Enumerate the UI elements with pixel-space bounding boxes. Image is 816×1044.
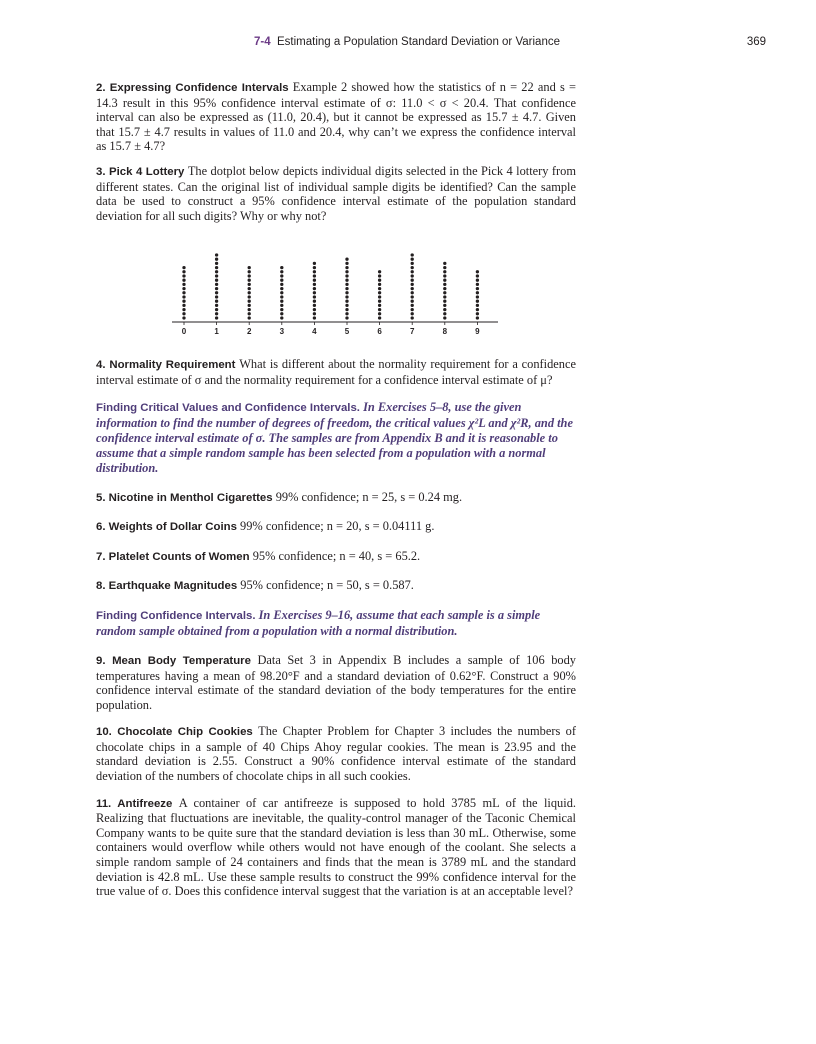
dot-digit-6	[378, 291, 381, 294]
dot-digit-0	[182, 317, 185, 320]
dot-digit-2	[248, 304, 251, 307]
dot-digit-5	[345, 270, 348, 273]
dot-digit-2	[248, 300, 251, 303]
exercise-title: 11. Antifreeze	[96, 797, 173, 810]
x-tick-label: 1	[214, 327, 219, 337]
exercise-text: 99% confidence; n = 20, s = 0.04111 g.	[240, 519, 435, 534]
dot-digit-2	[248, 266, 251, 269]
dot-digit-7	[411, 291, 414, 294]
dot-digit-1	[215, 279, 218, 282]
dot-digit-4	[313, 291, 316, 294]
exercise-text: The Chapter Problem for Chapter 3 includes the numbers of chocolate chips in a sample of 40 Chips Ahoy regular cookies. The mean is 23.95 and the standard deviation is 2.55. Construct a 90% confidence interval estimate of the standard deviation of the numbers of chocolate chips in all such cookies.	[96, 724, 576, 784]
dot-digit-2	[248, 279, 251, 282]
dot-digit-2	[248, 275, 251, 278]
dot-digit-8	[443, 275, 446, 278]
dot-digit-9	[476, 317, 479, 320]
dot-digit-5	[345, 275, 348, 278]
dot-digit-8	[443, 300, 446, 303]
dot-digit-6	[378, 275, 381, 278]
exercise-7	[96, 549, 576, 565]
dot-digit-5	[345, 317, 348, 320]
instructions-critical-values	[96, 400, 576, 476]
dot-digit-3	[280, 304, 283, 307]
dot-digit-5	[345, 258, 348, 261]
exercise-title: 4. Normality Requirement	[96, 359, 236, 372]
dot-digit-4	[313, 283, 316, 286]
dot-digit-8	[443, 283, 446, 286]
dot-digit-7	[411, 258, 414, 261]
dot-digit-5	[345, 300, 348, 303]
dot-digit-2	[248, 270, 251, 273]
dot-digit-7	[411, 296, 414, 299]
dot-digit-5	[345, 308, 348, 311]
dot-digit-3	[280, 296, 283, 299]
dot-digit-0	[182, 300, 185, 303]
exercise-title: 9. Mean Body Temperature	[96, 654, 251, 667]
dot-digit-1	[215, 266, 218, 269]
dot-digit-1	[215, 287, 218, 290]
dot-digit-9	[476, 291, 479, 294]
instructions-text: In Exercises 5–8, use the given information to find the number of degrees of freedom, the critical values χ²L and χ²R, and the confidence interval estimate of σ. The samples are from Appendix B and it is reasonable to assume that a simple random sample has been selected from a population with a normal distribution.	[96, 399, 573, 475]
x-tick-label: 9	[475, 327, 480, 337]
dot-digit-7	[411, 317, 414, 320]
dot-digit-8	[443, 312, 446, 315]
dot-digit-4	[313, 270, 316, 273]
dot-digit-5	[345, 296, 348, 299]
instructions-confidence-intervals	[96, 608, 576, 639]
exercise-2	[96, 80, 576, 154]
dot-digit-8	[443, 308, 446, 311]
dot-digit-6	[378, 308, 381, 311]
dot-digit-4	[313, 275, 316, 278]
dot-digit-1	[215, 296, 218, 299]
dot-digit-5	[345, 312, 348, 315]
x-tick-label: 6	[377, 327, 382, 337]
dot-digit-7	[411, 312, 414, 315]
x-tick-label: 2	[246, 327, 252, 337]
dot-digit-3	[280, 275, 283, 278]
dot-digit-1	[215, 308, 218, 311]
dot-digit-0	[182, 283, 185, 286]
dot-digit-7	[411, 262, 414, 265]
dot-digit-4	[313, 300, 316, 303]
exercise-text: 99% confidence; n = 25, s = 0.24 mg.	[275, 489, 463, 504]
dot-digit-9	[476, 308, 479, 311]
dot-digit-1	[215, 254, 218, 257]
dot-digit-7	[411, 304, 414, 307]
dot-digit-6	[378, 312, 381, 315]
dot-digit-8	[443, 304, 446, 307]
dot-digit-3	[280, 291, 283, 294]
dot-digit-3	[280, 312, 283, 315]
dot-digit-9	[476, 296, 479, 299]
exercise-title: 6. Weights of Dollar Coins	[96, 521, 237, 534]
dot-digit-2	[248, 317, 251, 320]
dot-digit-8	[443, 262, 446, 265]
dot-digit-1	[215, 262, 218, 265]
dot-digit-6	[378, 317, 381, 320]
dot-digit-5	[345, 262, 348, 265]
dot-digit-5	[345, 287, 348, 290]
dot-digit-4	[313, 262, 316, 265]
dot-digit-9	[476, 270, 479, 273]
dot-digit-9	[476, 283, 479, 286]
dot-digit-0	[182, 275, 185, 278]
exercise-11	[96, 796, 576, 899]
exercise-5	[96, 490, 576, 506]
dot-digit-3	[280, 287, 283, 290]
dot-digit-7	[411, 279, 414, 282]
dot-digit-8	[443, 296, 446, 299]
instructions-lead: Finding Critical Values and Confidence Intervals.	[96, 401, 360, 414]
exercise-8	[96, 578, 576, 594]
dot-digit-6	[378, 283, 381, 286]
dot-digit-6	[378, 300, 381, 303]
dot-digit-3	[280, 300, 283, 303]
exercise-title: 2. Expressing Confidence Intervals	[96, 82, 289, 94]
dot-digit-4	[313, 266, 316, 269]
dot-digit-9	[476, 300, 479, 303]
dot-digit-6	[378, 279, 381, 282]
x-tick-label: 0	[181, 327, 187, 337]
dot-digit-4	[313, 296, 316, 299]
dot-digit-7	[411, 266, 414, 269]
section-number: 7-4	[254, 36, 271, 48]
section-title: Estimating a Population Standard Deviation or Variance	[277, 36, 560, 48]
dot-digit-1	[215, 304, 218, 307]
dot-digit-0	[182, 308, 185, 311]
dot-digit-5	[345, 291, 348, 294]
dot-digit-3	[280, 270, 283, 273]
dotplot-svg	[96, 237, 576, 337]
exercise-text: 95% confidence; n = 40, s = 65.2.	[252, 548, 421, 563]
dot-digit-6	[378, 304, 381, 307]
dot-digit-6	[378, 296, 381, 299]
dot-digit-3	[280, 279, 283, 282]
exercise-text: What is different about the normality requirement for a confidence interval estimate of σ and the normality requirement for a confidence interval estimate of μ?	[96, 357, 576, 387]
dot-digit-1	[215, 258, 218, 261]
x-tick-label: 4	[312, 327, 317, 337]
dot-digit-7	[411, 287, 414, 290]
exercise-title: 5. Nicotine in Menthol Cigarettes	[96, 491, 273, 504]
dot-digit-4	[313, 279, 316, 282]
x-tick-label: 5	[344, 327, 350, 337]
exercise-title: 10. Chocolate Chip Cookies	[96, 726, 253, 739]
dot-digit-7	[411, 308, 414, 311]
exercise-title: 3. Pick 4 Lottery	[96, 165, 185, 178]
dot-digit-4	[313, 304, 316, 307]
dot-digit-1	[215, 312, 218, 315]
dot-digit-1	[215, 291, 218, 294]
running-header	[0, 36, 816, 54]
dot-digit-2	[248, 283, 251, 286]
exercise-text: 95% confidence; n = 50, s = 0.587.	[240, 578, 414, 593]
dot-digit-1	[215, 275, 218, 278]
dot-digit-7	[411, 300, 414, 303]
dot-digit-1	[215, 270, 218, 273]
dot-digit-9	[476, 304, 479, 307]
dot-digit-9	[476, 287, 479, 290]
dot-digit-2	[248, 291, 251, 294]
dot-digit-6	[378, 287, 381, 290]
instructions-text: In Exercises 9–16, assume that each sample is a simple random sample obtained from a population with a normal distribution.	[96, 607, 541, 638]
dot-digit-5	[345, 266, 348, 269]
dot-digit-9	[476, 312, 479, 315]
x-tick-label: 7	[409, 327, 415, 337]
dot-digit-0	[182, 287, 185, 290]
section-heading	[254, 36, 560, 48]
exercise-4	[96, 357, 576, 387]
dot-digit-0	[182, 291, 185, 294]
dot-digit-4	[313, 312, 316, 315]
exercise-text: Example 2 showed how the statistics of n = 22 and s = 14.3 result in this 95% confidence interval estimate of σ: 11.0 < σ < 20.4. That confidence interval can also be expressed as (11.0, 20.4), but it cannot be expressed as 15.7 ± 4.7. Given that 15.7 ± 4.7 results in values of 11.0 and 20.4, why can’t we express the confidence interval as 15.7 ± 4.7?	[96, 80, 576, 154]
exercise-text: A container of car antifreeze is supposed to hold 3785 mL of the liquid. Realizing that fluctuations are inevitable, the quality-control manager of the Taconic Chemical Company wants to be quite sure that the standard deviation is less than 30 mL. Otherwise, some containers would overflow while others would not have enough of the coolant. She selects a simple random sample of 24 containers and finds that the mean is 3789 mL and the standard deviation is 42.8 mL. Use these sample results to construct the 99% confidence interval for the true value of σ. Does this confidence interval suggest that the variation is at an acceptable level?	[96, 795, 576, 899]
x-tick-label: 8	[442, 327, 448, 337]
dot-digit-8	[443, 279, 446, 282]
dot-digit-3	[280, 266, 283, 269]
dot-digit-9	[476, 279, 479, 282]
dot-digit-8	[443, 287, 446, 290]
dot-digit-8	[443, 317, 446, 320]
dot-digit-8	[443, 266, 446, 269]
exercise-text: The dotplot below depicts individual digits selected in the Pick 4 lottery from different states. Can the original list of individual sample digits be identified? Can the sample data be used to construct a 95% confidence interval estimate of the population standard deviation for all such digits? Why or why not?	[96, 163, 576, 223]
exercise-title: 7. Platelet Counts of Women	[96, 550, 250, 563]
dot-digit-7	[411, 254, 414, 257]
dot-digit-2	[248, 296, 251, 299]
dot-digit-5	[345, 304, 348, 307]
dot-digit-0	[182, 266, 185, 269]
page-number: 369	[746, 36, 766, 48]
dot-digit-0	[182, 304, 185, 307]
page-content	[96, 80, 576, 909]
dot-digit-2	[248, 308, 251, 311]
dot-digit-5	[345, 279, 348, 282]
dot-digit-8	[443, 291, 446, 294]
dot-digit-6	[378, 270, 381, 273]
dot-digit-0	[182, 296, 185, 299]
exercise-3	[96, 164, 576, 223]
exercise-9	[96, 653, 576, 712]
dot-digit-2	[248, 287, 251, 290]
pick4-dotplot	[96, 237, 576, 337]
exercise-title: 8. Earthquake Magnitudes	[96, 580, 238, 593]
dot-digit-4	[313, 287, 316, 290]
dot-digit-7	[411, 270, 414, 273]
exercise-6	[96, 519, 576, 535]
dot-digit-8	[443, 270, 446, 273]
dot-digit-5	[345, 283, 348, 286]
dot-digit-1	[215, 300, 218, 303]
exercise-10	[96, 724, 576, 783]
dot-digit-0	[182, 279, 185, 282]
dot-digit-3	[280, 308, 283, 311]
dot-digit-1	[215, 283, 218, 286]
dot-digit-7	[411, 275, 414, 278]
dot-digit-0	[182, 270, 185, 273]
dot-digit-0	[182, 312, 185, 315]
dot-digit-2	[248, 312, 251, 315]
dot-digit-7	[411, 283, 414, 286]
x-tick-label: 3	[279, 327, 285, 337]
dot-digit-3	[280, 283, 283, 286]
dot-digit-4	[313, 308, 316, 311]
dot-digit-4	[313, 317, 316, 320]
exercise-text: Data Set 3 in Appendix B includes a sample of 106 body temperatures having a mean of 98.20°F and a standard deviation of 0.62°F. Construct a 90% confidence interval estimate of the standard deviation of the body temperatures for the entire population.	[96, 652, 576, 712]
dot-digit-1	[215, 317, 218, 320]
dot-digit-9	[476, 275, 479, 278]
dot-digit-3	[280, 317, 283, 320]
instructions-lead: Finding Confidence Intervals.	[96, 609, 256, 622]
